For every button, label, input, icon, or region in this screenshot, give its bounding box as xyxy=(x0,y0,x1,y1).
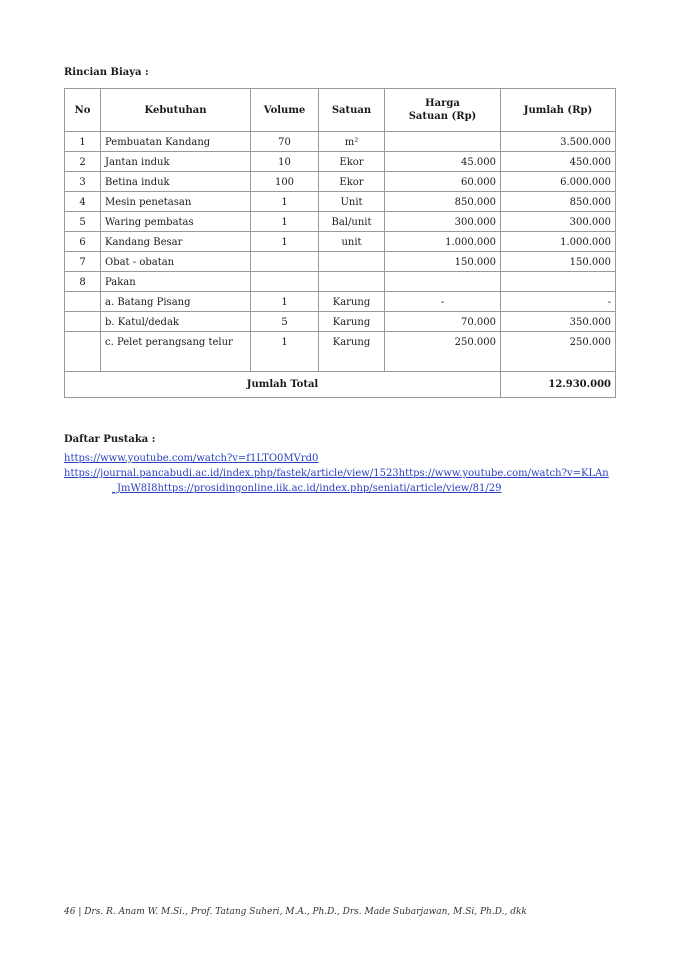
cell-jumlah: 150.000 xyxy=(501,252,616,272)
cell-satuan: Unit xyxy=(319,192,385,212)
header-jumlah: Jumlah (Rp) xyxy=(501,89,616,132)
cell-volume xyxy=(251,252,319,272)
cell-no: 5 xyxy=(65,212,101,232)
total-row xyxy=(65,372,616,398)
cell-volume: 1 xyxy=(251,232,319,252)
cell-jumlah: 850.000 xyxy=(501,192,616,212)
cell-kebutuhan: b. Katul/dedak xyxy=(101,312,251,332)
cell-jumlah: 1.000.000 xyxy=(501,232,616,252)
header-harga-line1: Harga xyxy=(425,98,460,109)
cell-jumlah: 450.000 xyxy=(501,152,616,172)
table-row xyxy=(65,172,616,192)
header-no: No xyxy=(65,89,101,132)
cell-no: 7 xyxy=(65,252,101,272)
table-row xyxy=(65,132,616,152)
cell-no: 8 xyxy=(65,272,101,292)
cell-no: 3 xyxy=(65,172,101,192)
cell-harga: 150.000 xyxy=(385,252,501,272)
cell-no: 6 xyxy=(65,232,101,252)
table-row xyxy=(65,232,616,252)
cell-satuan: m² xyxy=(319,132,385,152)
cell-kebutuhan: Pakan xyxy=(101,272,251,292)
cell-satuan: unit xyxy=(319,232,385,252)
cell-satuan: Ekor xyxy=(319,172,385,192)
cell-jumlah: 3.500.000 xyxy=(501,132,616,152)
cell-harga: 300.000 xyxy=(385,212,501,232)
cell-satuan xyxy=(319,272,385,292)
table-row xyxy=(65,252,616,272)
cell-satuan xyxy=(319,252,385,272)
cell-jumlah: 6.000.000 xyxy=(501,172,616,192)
cell-harga: 60.000 xyxy=(385,172,501,192)
cell-kebutuhan: Waring pembatas xyxy=(101,212,251,232)
cell-kebutuhan: Kandang Besar xyxy=(101,232,251,252)
cell-volume: 1 xyxy=(251,292,319,312)
cell-volume: 100 xyxy=(251,172,319,192)
cell-no-empty xyxy=(65,312,101,332)
cell-satuan: Karung xyxy=(319,292,385,312)
cell-kebutuhan: a. Batang Pisang xyxy=(101,292,251,312)
cell-harga: 250.000 xyxy=(385,332,501,372)
cell-satuan: Karung xyxy=(319,332,385,372)
table-row xyxy=(65,152,616,172)
cell-satuan: Bal/unit xyxy=(319,212,385,232)
cell-jumlah: - xyxy=(501,292,616,312)
header-satuan: Satuan xyxy=(319,89,385,132)
cell-kebutuhan: Jantan induk xyxy=(101,152,251,172)
cell-jumlah: 300.000 xyxy=(501,212,616,232)
cell-no: 2 xyxy=(65,152,101,172)
cell-volume: 70 xyxy=(251,132,319,152)
cell-satuan: Ekor xyxy=(319,152,385,172)
cost-table xyxy=(64,88,616,398)
cell-harga: 70.000 xyxy=(385,312,501,332)
total-label: Jumlah Total xyxy=(65,372,501,398)
cell-harga xyxy=(385,272,501,292)
table-row xyxy=(65,192,616,212)
cell-harga xyxy=(385,132,501,152)
cell-no-empty xyxy=(65,332,101,372)
cell-jumlah: 350.000 xyxy=(501,312,616,332)
header-harga xyxy=(385,89,501,132)
table-sub-row xyxy=(65,332,616,372)
cell-kebutuhan: Pembuatan Kandang xyxy=(101,132,251,152)
daftar-pustaka-title: Daftar Pustaka : xyxy=(64,434,156,445)
table-sub-row xyxy=(65,312,616,332)
cell-harga: - xyxy=(385,292,501,312)
table-header-row xyxy=(65,89,616,132)
cell-harga: 850.000 xyxy=(385,192,501,212)
page-footer: 46 | Drs. R. Anam W. M.Si., Prof. Tatang Suheri, M.A., Ph.D., Drs. Made Subarjawan, M.Si, Ph.D., dkk xyxy=(64,907,527,917)
header-kebutuhan: Kebutuhan xyxy=(101,89,251,132)
table-row xyxy=(65,272,616,292)
cell-no: 1 xyxy=(65,132,101,152)
table-row xyxy=(65,212,616,232)
table-sub-row xyxy=(65,292,616,312)
cell-volume: 1 xyxy=(251,332,319,372)
cell-kebutuhan: Mesin penetasan xyxy=(101,192,251,212)
cell-volume: 10 xyxy=(251,152,319,172)
cell-volume: 5 xyxy=(251,312,319,332)
cell-volume xyxy=(251,272,319,292)
cell-no-empty xyxy=(65,292,101,312)
header-volume: Volume xyxy=(251,89,319,132)
daftar-pustaka xyxy=(64,434,609,496)
cell-no: 4 xyxy=(65,192,101,212)
cell-volume: 1 xyxy=(251,212,319,232)
cell-kebutuhan: Obat - obatan xyxy=(101,252,251,272)
cell-jumlah: 250.000 xyxy=(501,332,616,372)
cell-harga: 1.000.000 xyxy=(385,232,501,252)
rincian-biaya-title: Rincian Biaya : xyxy=(64,67,149,78)
cell-kebutuhan: Betina induk xyxy=(101,172,251,192)
cell-satuan: Karung xyxy=(319,312,385,332)
cell-harga: 45.000 xyxy=(385,152,501,172)
reference-link[interactable]: https://www.youtube.com/watch?v=f1LTO0MVrd0 xyxy=(64,453,319,464)
reference-link[interactable]: https://journal.pancabudi.ac.id/index.php/fastek/article/view/1523https://www.youtube.com/watch?v=KLAn_JmW8I8https://prosidingonline.iik.ac.id/index.php/seniati/article/view/81/29 xyxy=(64,468,609,494)
cell-volume: 1 xyxy=(251,192,319,212)
header-harga-line2: Satuan (Rp) xyxy=(408,111,477,122)
cell-jumlah xyxy=(501,272,616,292)
cell-kebutuhan: c. Pelet perangsang telur xyxy=(101,332,251,372)
total-value: 12.930.000 xyxy=(501,372,616,398)
